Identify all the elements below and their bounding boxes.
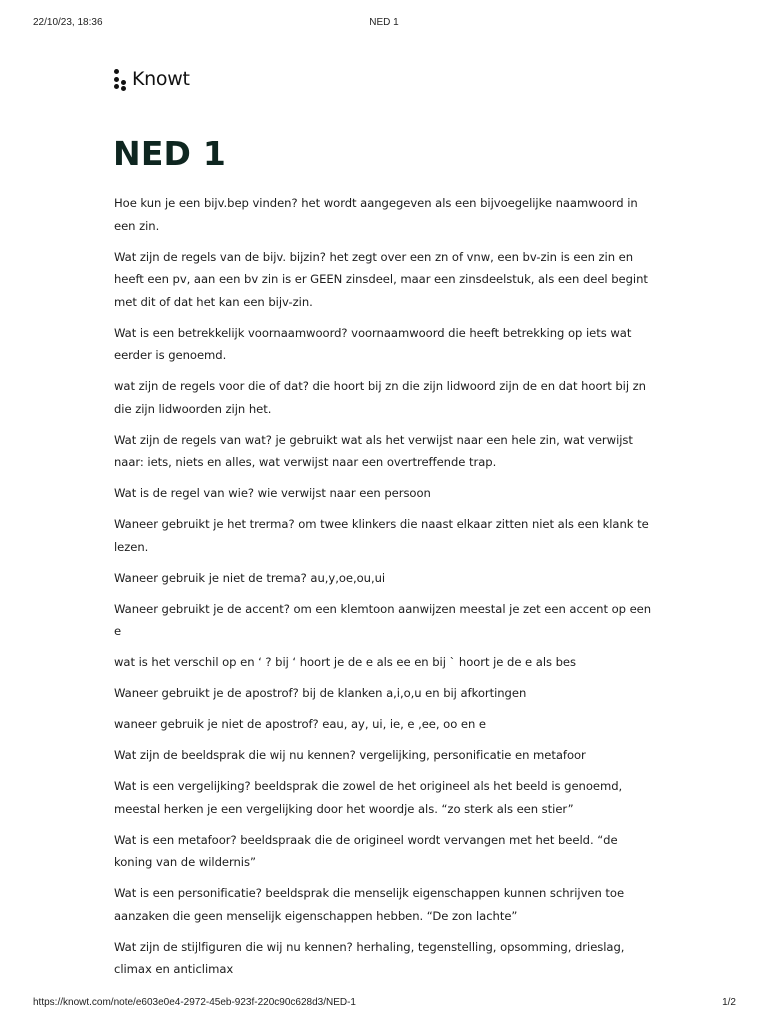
note-paragraph: Wat zijn de beeldsprak die wij nu kennen? vergelijking, personificatie en metafoor xyxy=(114,748,586,762)
note-paragraph: Waneer gebruikt je de apostrof? bij de klanken a,i,o,u en bij afkortingen xyxy=(114,686,527,700)
print-url: https://knowt.com/note/e603e0e4-2972-45eb-923f-220c90c628d3/NED-1 xyxy=(33,997,356,1008)
knowt-dots-logo-icon xyxy=(114,67,128,91)
note-paragraph: Waneer gebruik je niet de trema? au,y,oe,ou,ui xyxy=(114,570,386,585)
page-title: NED 1 xyxy=(113,134,227,173)
notes-list xyxy=(114,192,659,989)
note-paragraph: Hoe kun je een bijv.bep vinden? het wordt aangegeven als een bijvoegelijke naamwoord in een zin. xyxy=(114,196,638,233)
note-paragraph: waneer gebruik je niet de apostrof? eau, ay, ui, ie, e ,ee, oo en e xyxy=(114,717,486,731)
knowt-logo[interactable] xyxy=(114,67,190,91)
note-paragraph: Wat is een vergelijking? beeldsprak die zowel de het origineel als het beeld is genoemd, meestal herken je een vergelijking door het woordje als. “zo sterk als een stier” xyxy=(114,779,623,816)
note-paragraph: Wat is een personificatie? beeldsprak die menselijk eigenschappen kunnen schrijven toe aanzaken die geen menselijk eigenschappen hebben. “De zon lachte” xyxy=(114,886,625,923)
print-doc-title: NED 1 xyxy=(369,17,399,28)
note-paragraph: Waneer gebruikt je de accent? om een klemtoon aanwijzen meestal je zet een accent op een e xyxy=(114,601,652,638)
note-paragraph: Wat zijn de regels van wat? je gebruikt wat als het verwijst naar een hele zin, wat verwijst naar: iets, niets en alles, wat verwijst naar een overtreffende trap. xyxy=(114,432,633,469)
note-paragraph: Wat zijn de regels van de bijv. bijzin? het zegt over een zn of vnw, een bv-zin is een zin en heeft een pv, aan een bv zin is er GEEN zinsdeel, maar een zinsdeelstuk, als een deel begint met dit of dat het kan een bijv-zin. xyxy=(114,249,648,309)
note-paragraph: Wat is een betrekkelijk voornaamwoord? voornaamwoord die heeft betrekking op iets wat eerder is genoemd. xyxy=(114,325,632,362)
note-paragraph: wat is het verschil op en ‘ ? bij ‘ hoort je de e als ee en bij ` hoort je de e als bes xyxy=(114,655,577,669)
print-datetime: 22/10/23, 18:36 xyxy=(33,17,103,28)
note-paragraph: Wat zijn de stijlfiguren die wij nu kennen? herhaling, tegenstelling, opsomming, drieslag, climax en anticlimax xyxy=(114,939,625,976)
brand-name: Knowt xyxy=(132,68,190,90)
note-paragraph: Wat is een metafoor? beeldspraak die de origineel wordt vervangen met het beeld. “de koning van de wildernis” xyxy=(114,832,618,869)
note-paragraph: wat zijn de regels voor die of dat? die hoort bij zn die zijn lidwoord zijn de en dat hoort bij zn die zijn lidwoorden zijn het. xyxy=(114,379,646,416)
print-page-number: 1/2 xyxy=(722,997,736,1008)
note-paragraph: Wat is de regel van wie? wie verwijst naar een persoon xyxy=(114,486,431,500)
note-paragraph: Waneer gebruikt je het trerma? om twee klinkers die naast elkaar zitten niet als een klank te lezen. xyxy=(114,517,649,554)
